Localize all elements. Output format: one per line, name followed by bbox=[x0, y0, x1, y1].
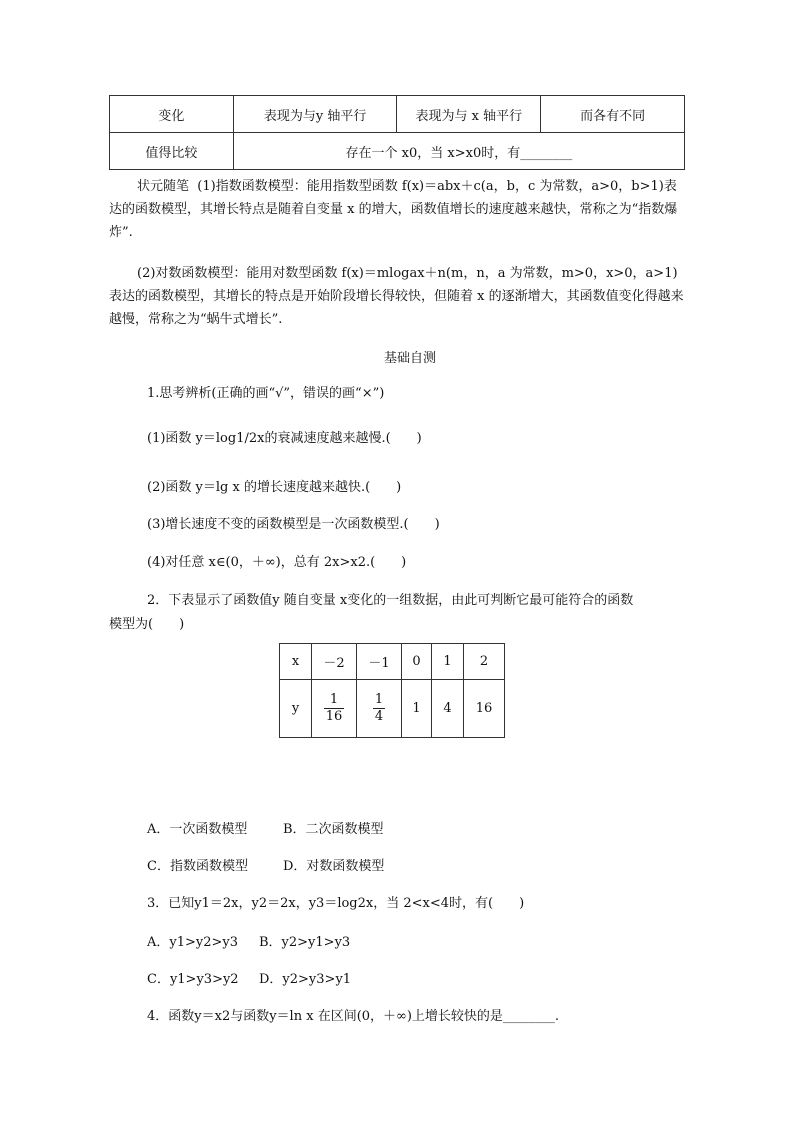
table-cell: 1 bbox=[432, 644, 464, 680]
table-cell: 1 bbox=[402, 680, 432, 738]
table-cell bbox=[357, 680, 402, 738]
q3-option-c: C．y1>y3>y2 bbox=[147, 972, 239, 987]
q3-option-a: A．y1>y2>y3 bbox=[147, 935, 239, 950]
q2-option-d: D．对数函数模型 bbox=[283, 859, 385, 874]
q3-option-d: D．y2>y3>y1 bbox=[259, 972, 352, 987]
table-cell: 0 bbox=[402, 644, 432, 680]
q1-item: (4)对任意 x∈(0，＋∞)，总有 2x>x2.( ) bbox=[147, 555, 407, 570]
q2-option-c: C．指数函数模型 bbox=[147, 859, 248, 874]
cell-text: 表现为与 x 轴平行 bbox=[397, 96, 541, 133]
q2-stem-line2: 模型为( ) bbox=[109, 617, 185, 632]
table-cell: －2 bbox=[312, 644, 357, 680]
fraction-denominator: 4 bbox=[374, 709, 384, 724]
data-table bbox=[279, 643, 505, 738]
table-row bbox=[110, 133, 685, 170]
q3-option-b: B．y2>y1>y3 bbox=[259, 935, 351, 950]
comparison-table bbox=[109, 95, 685, 170]
q1-item: (3)增长速度不变的函数模型是一次函数模型.( ) bbox=[147, 517, 440, 532]
table-cell bbox=[312, 680, 357, 738]
table-row bbox=[110, 96, 685, 133]
note-paragraph-2: (2)对数函数模型：能用对数型函数 f(x)＝mlogax＋n(m，n，a 为常数，m>0，x>0，a>1)表达的函数模型，其增长的特点是开始阶段增长得较快，但随着 x 的逐渐增大，其函数值变化得越来越慢，常称之为“蜗牛式增长”. bbox=[109, 266, 684, 327]
fraction bbox=[324, 692, 345, 725]
fraction-numerator: 1 bbox=[329, 692, 339, 707]
table-row bbox=[280, 680, 505, 738]
q2-option-b: B．二次函数模型 bbox=[283, 822, 384, 837]
note-paragraph-1 bbox=[109, 175, 689, 244]
cell-text: 存在一个 x0，当 x>x0时，有________ bbox=[233, 133, 684, 170]
y-header: y bbox=[280, 680, 312, 738]
q1-item: (1)函数 y＝log1/2x的衰减速度越来越慢.( ) bbox=[147, 431, 422, 446]
q1-stem: 1.思考辨析(正确的画“√”，错误的画“×”) bbox=[147, 386, 385, 401]
fraction-numerator: 1 bbox=[374, 692, 384, 707]
table-cell: 4 bbox=[432, 680, 464, 738]
note-text: (1)指数函数模型：能用指数型函数 f(x)＝abx＋c(a，b，c 为常数，a>0，b>1)表达的函数模型，其增长特点是随着自变量 x 的增大，函数值增长的速度越来越快，常称之为“指数爆炸”. bbox=[109, 179, 678, 240]
cell-text: 而各有不同 bbox=[541, 96, 685, 133]
row-label-compare: 值得比较 bbox=[110, 133, 234, 170]
x-header: x bbox=[280, 644, 312, 680]
q4-stem: 4．函数y＝x2与函数y＝ln x 在区间(0，＋∞)上增长较快的是________. bbox=[147, 1009, 560, 1024]
q2-stem-line1: 2．下表显示了函数值y 随自变量 x变化的一组数据，由此可判断它最可能符合的函数 bbox=[147, 593, 634, 608]
q2-option-a: A．一次函数模型 bbox=[147, 822, 248, 837]
q1-item: (2)函数 y＝lg x 的增长速度越来越快.( ) bbox=[147, 480, 402, 495]
table-row bbox=[280, 644, 505, 680]
table-cell: 16 bbox=[464, 680, 505, 738]
table-cell: －1 bbox=[357, 644, 402, 680]
fraction-denominator: 16 bbox=[325, 709, 343, 724]
fraction bbox=[373, 692, 385, 725]
q3-stem: 3．已知y1＝2x，y2＝2x，y3＝log2x，当 2<x<4时，有( ) bbox=[147, 896, 525, 911]
table-cell: 2 bbox=[464, 644, 505, 680]
cell-text: 表现为与y 轴平行 bbox=[233, 96, 397, 133]
note-lead: 状元随笔 bbox=[137, 179, 190, 194]
section-title: 基础自测 bbox=[384, 351, 437, 366]
row-label-change: 变化 bbox=[110, 96, 234, 133]
